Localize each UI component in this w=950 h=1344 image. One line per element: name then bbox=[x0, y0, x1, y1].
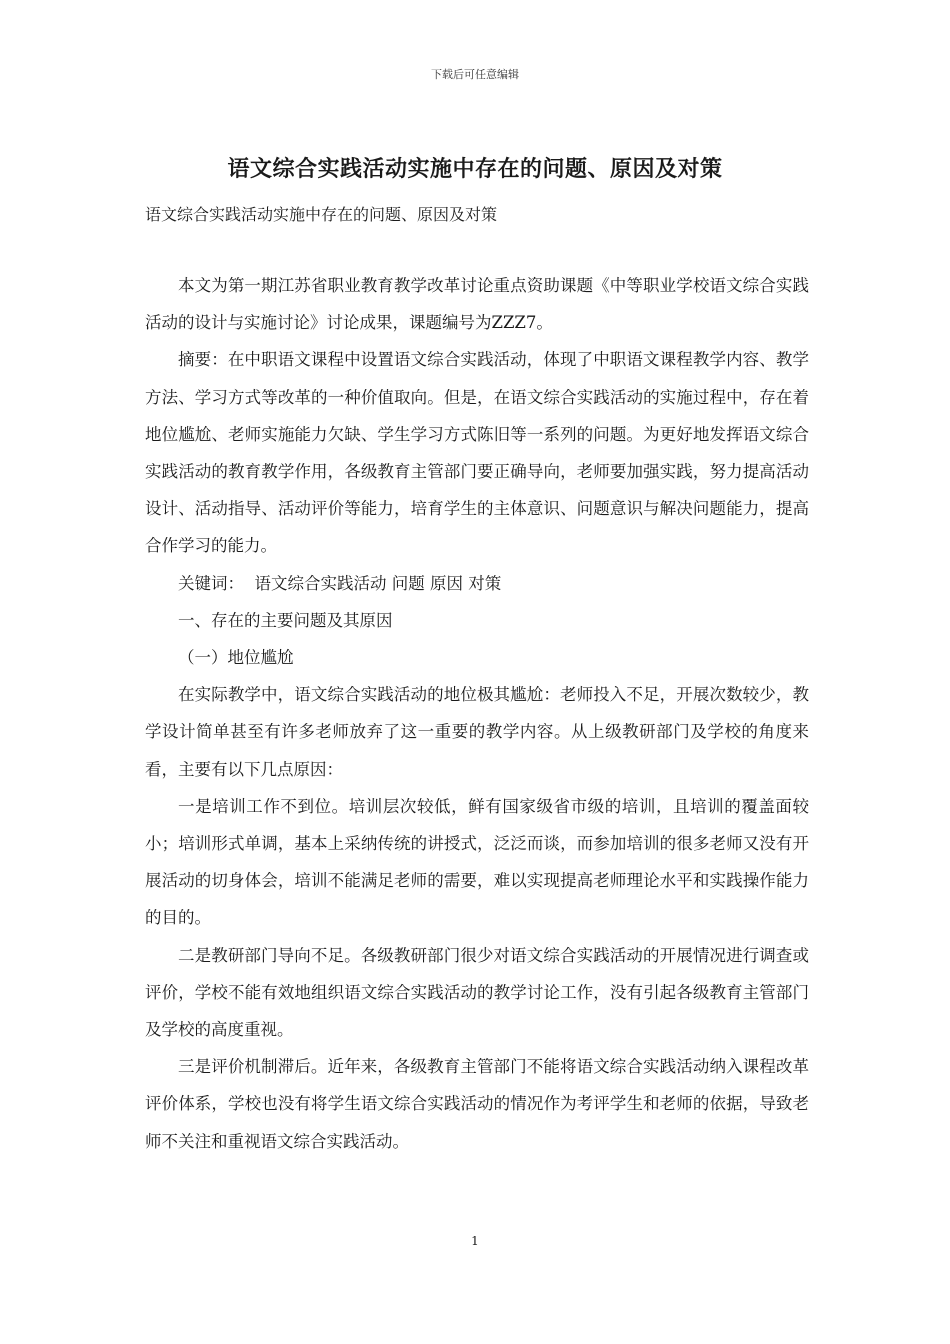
keywords-line: 关键词： 语文综合实践活动 问题 原因 对策 bbox=[178, 573, 502, 593]
document-subtitle: 语文综合实践活动实施中存在的问题、原因及对策 bbox=[145, 205, 498, 224]
section-heading: 一、存在的主要问题及其原因 bbox=[178, 610, 393, 630]
intro-paragraph: 本文为第一期江苏省职业教育教学改革讨论重点资助课题《中等职业学校语文综合实践活动的设计与实施讨论》讨论成果，课题编号为ZZZ7。 bbox=[145, 276, 809, 333]
document-body bbox=[145, 267, 809, 1160]
body-paragraph: 三是评价机制滞后。近年来，各级教育主管部门不能将语文综合实践活动纳入课程改革评价体系，学校也没有将学生语文综合实践活动的情况作为考评学生和老师的依据，导致老师不关注和重视语文综合实践活动。 bbox=[145, 1057, 809, 1151]
body-paragraph: 二是教研部门导向不足。各级教研部门很少对语文综合实践活动的开展情况进行调查或评价，学校不能有效地组织语文综合实践活动的教学讨论工作，没有引起各级教育主管部门及学校的高度重视。 bbox=[145, 945, 809, 1040]
body-paragraph: 在实际教学中，语文综合实践活动的地位极其尴尬：老师投入不足，开展次数较少，教学设计简单甚至有许多老师放弃了这一重要的教学内容。从上级教研部门及学校的角度来看，主要有以下几点原因： bbox=[145, 685, 809, 779]
abstract-paragraph: 摘要：在中职语文课程中设置语文综合实践活动，体现了中职语文课程教学内容、教学方法、学习方式等改革的一种价值取向。但是，在语文综合实践活动的实施过程中，存在着地位尴尬、老师实施能力欠缺、学生学习方式陈旧等一系列的问题。为更好地发挥语文综合实践活动的教育教学作用，各级教育主管部门要正确导向，老师要加强实践，努力提高活动设计、活动指导、活动评价等能力，培育学生的主体意识、问题意识与解决问题能力，提高合作学习的能力。 bbox=[145, 350, 809, 556]
document-title: 语文综合实践活动实施中存在的问题、原因及对策 bbox=[227, 156, 723, 182]
page-number: 1 bbox=[471, 1234, 479, 1248]
body-paragraph: 一是培训工作不到位。培训层次较低，鲜有国家级省市级的培训，且培训的覆盖面较小；培训形式单调，基本上采纳传统的讲授式，泛泛而谈，而参加培训的很多老师又没有开展活动的切身体会，培训不能满足老师的需要，难以实现提高老师理论水平和实践操作能力的目的。 bbox=[145, 796, 809, 928]
header-note: 下载后可任意编辑 bbox=[431, 68, 519, 81]
subsection-heading: （一）地位尴尬 bbox=[178, 648, 294, 668]
